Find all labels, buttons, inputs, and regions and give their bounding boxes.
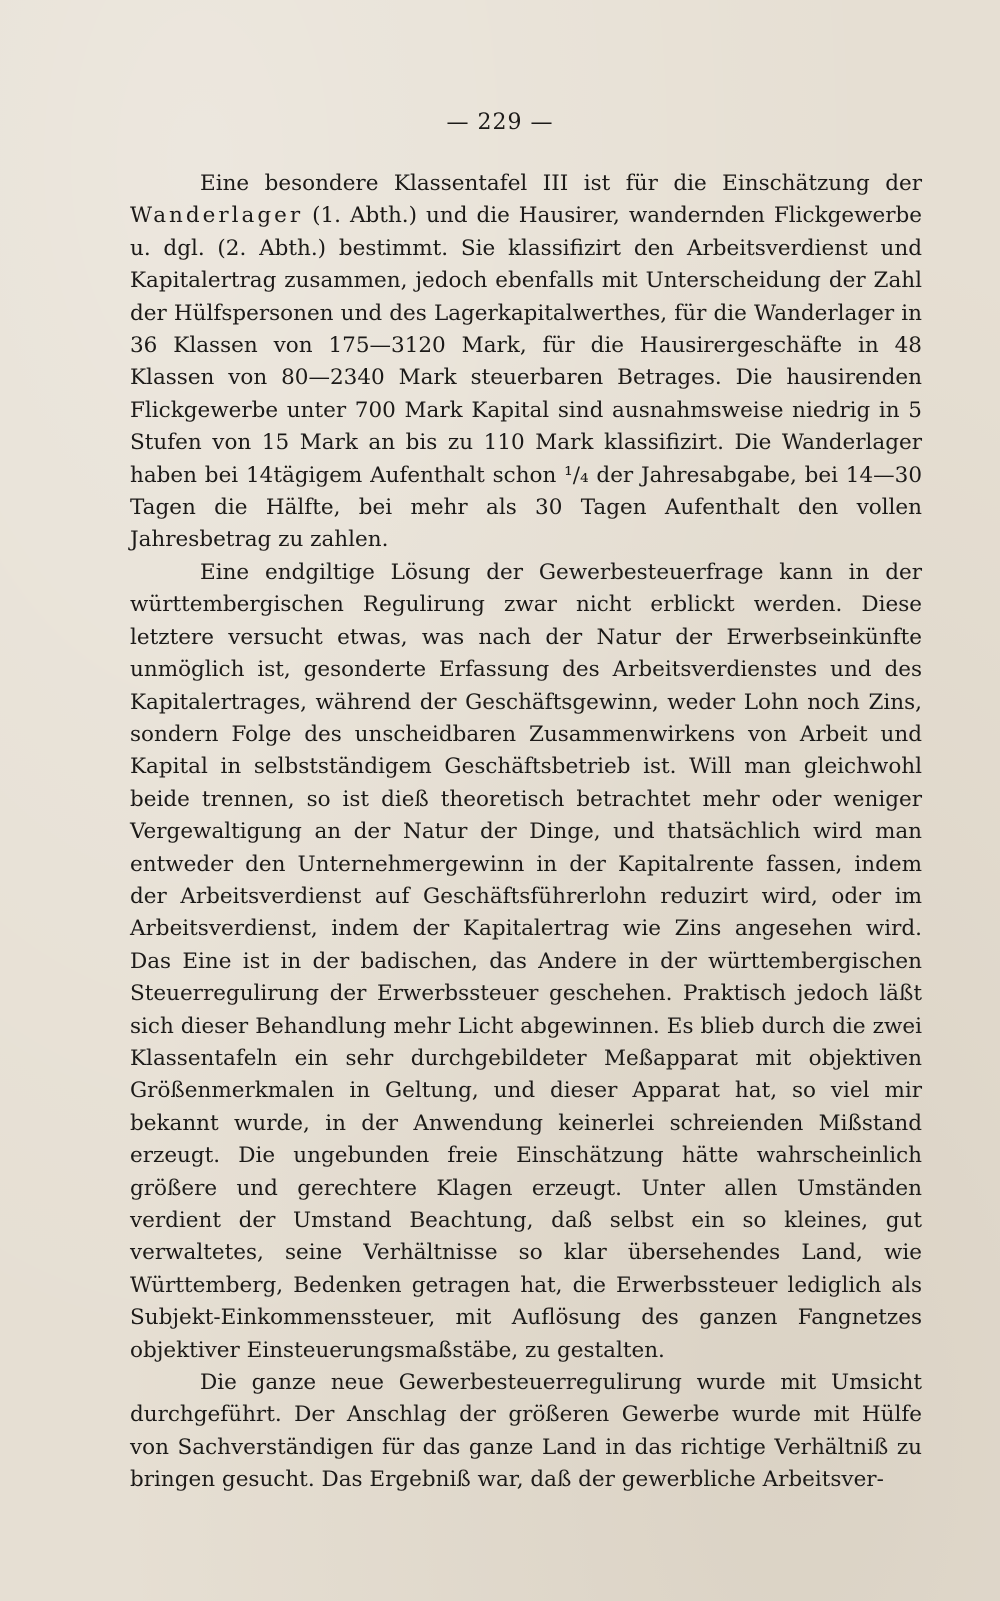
body-text xyxy=(130,168,922,1497)
paragraph-1 xyxy=(130,168,922,557)
paragraph-1-text: Eine besondere Klassentafel III ist für die Einschätzung der xyxy=(200,171,922,196)
paragraph-3 xyxy=(130,1367,922,1497)
emphasized-term: Wanderlager xyxy=(130,203,304,229)
page-number: — 229 — xyxy=(446,110,554,135)
paragraph-3-text: Die ganze neue Gewerbesteuerregulirung wurde mit Umsicht durchgeführt. Der Anschlag der größeren Gewerbe wurde mit Hülfe von Sachverständigen für das ganze Land in das richtige Verhältniß zu bringen gesucht. Das Ergebniß war, daß der gewerbliche Arbeitsver- xyxy=(130,1370,922,1493)
paragraph-2-text: Eine endgiltige Lösung der Gewerbesteuerfrage kann in der württembergischen Regulirung zwar nicht erblickt werden. Diese letztere versucht etwas, was nach der Natur der Erwerbseinkünfte unmöglich ist, gesonderte Erfassung des Arbeitsverdienstes und des Kapitalertrages, während der Geschäftsgewinn, weder Lohn noch Zins, sondern Folge des unscheidbaren Zusammenwirkens von Arbeit und Kapital in selbstständigem Geschäftsbetrieb ist. Will man gleichwohl beide trennen, so ist dieß theoretisch betrachtet mehr oder weniger Vergewaltigung an der Natur der Dinge, und thatsächlich wird man entweder den Unternehmergewinn in der Kapitalrente fassen, indem der Arbeitsverdienst auf Geschäftsführerlohn reduzirt wird, oder im Arbeitsverdienst, indem der Kapitalertrag wie Zins angesehen wird. Das Eine ist in der badischen, das Andere in der württembergischen Steuerregulirung der Erwerbssteuer geschehen. Praktisch jedoch läßt sich dieser Behandlung mehr Licht abgewinnen. Es blieb durch die zwei Klassentafeln ein sehr durchgebildeter Meßapparat mit objektiven Größenmerkmalen in Geltung, und dieser Apparat hat, so viel mir bekannt wurde, in der Anwendung keinerlei schreienden Mißstand erzeugt. Die ungebunden freie Einschätzung hätte wahrscheinlich größere und gerechtere Klagen erzeugt. Unter allen Umständen verdient der Umstand Beachtung, daß selbst ein so kleines, gut verwaltetes, seine Verhältnisse so klar übersehendes Land, wie Württemberg, Bedenken getragen hat, die Erwerbssteuer lediglich als Subjekt-Einkommenssteuer, mit Auflösung des ganzen Fangnetzes objektiver Einsteuerungsmaßstäbe, zu gestalten. xyxy=(130,559,922,1363)
paragraph-1-text-continued: (1. Abth.) und die Hausirer, wandernden Flickgewerbe u. dgl. (2. Abth.) bestimmt. Sie klassifizirt den Arbeitsverdienst und Kapitalertrag zusammen, jedoch ebenfalls mit Unterscheidung der Zahl der Hülfspersonen und des Lagerkapitalwerthes, für die Wanderlager in 36 Klassen von 175—3120 Mark, für die Hausirergeschäfte in 48 Klassen von 80—2340 Mark steuerbaren Betrages. Die hausirenden Flickgewerbe unter 700 Mark Kapital sind ausnahmsweise niedrig in 5 Stufen von 15 Mark an bis zu 110 Mark klassifizirt. Die Wanderlager haben bei 14tägigem Aufenthalt schon ¹/₄ der Jahresabgabe, bei 14—30 Tagen die Hälfte, bei mehr als 30 Tagen Aufenthalt den vollen Jahresbetrag zu zahlen. xyxy=(130,203,922,553)
paragraph-2 xyxy=(130,557,922,1367)
